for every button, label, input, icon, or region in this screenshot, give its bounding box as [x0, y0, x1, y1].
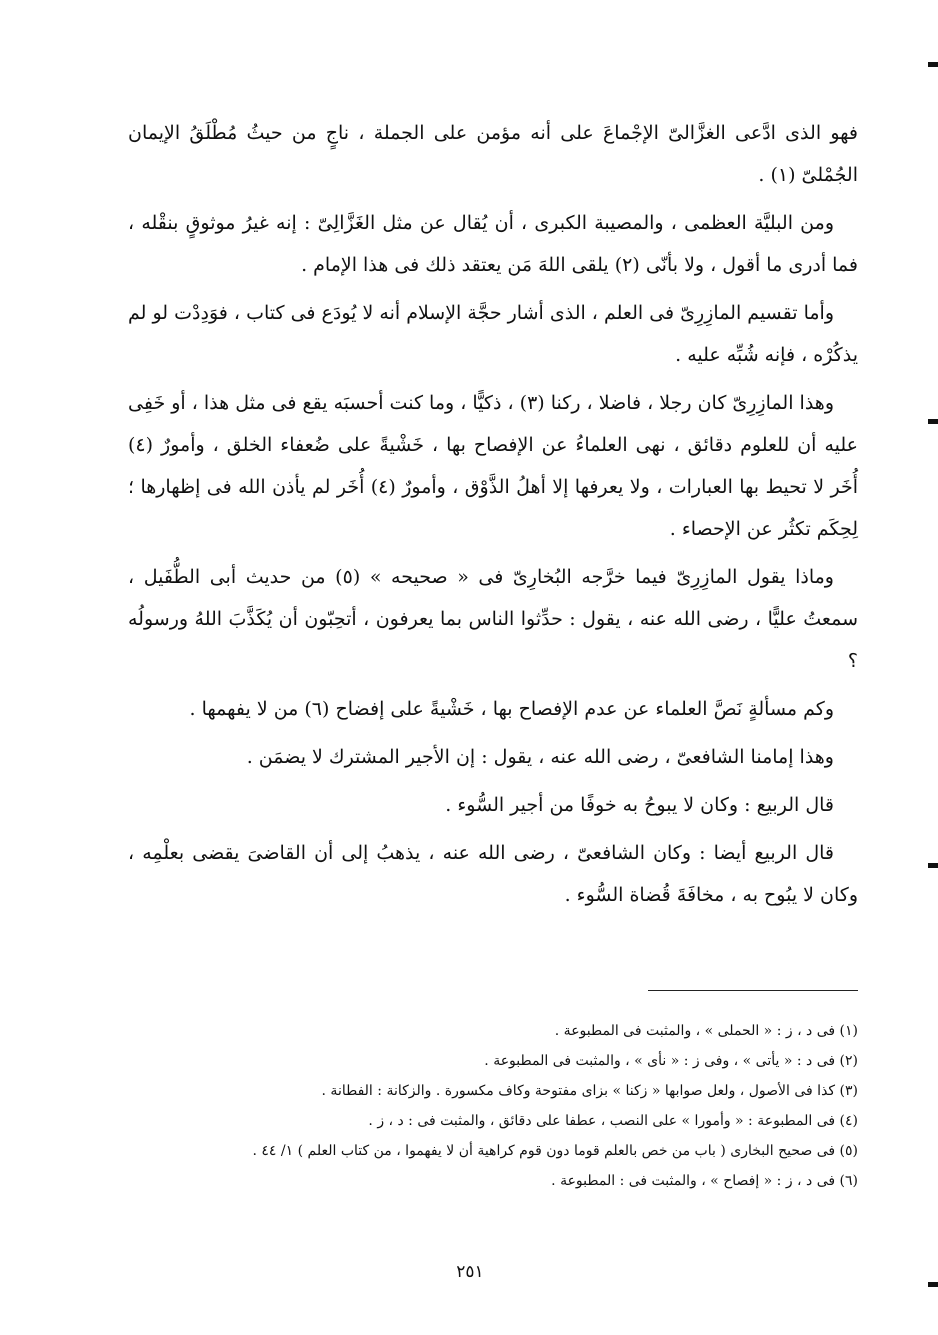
paragraph: وهذا المازِرِىّ كان رجلا ، فاضلا ، ركنا (٣) ، ذكيًّا ، وما كنت أحسبَه يقع فى مثل هذا ، أو خَفِى عليه أن للعلوم دقائق ، نهى العلماءُ عن الإفصاح بها ، خَشْيةً على ضُعفاء الخلق ، وأمورٌ (٤) أُخَر لا تحيط بها العبارات ، ولا يعرفها إلا أهلُ الذَّوْق ، وأمورٌ (٤) أُخَر لم يأذن الله فى إظهارها ؛ لِحِكَم تكثُر عن الإحصاء .	[128, 392, 858, 540]
footnote: (٣) كذا فى الأصول ، ولعل صوابها « زكنا » بزاى مفتوحة وكاف مكسورة . والزكانة : الفطانة .	[321, 1083, 858, 1099]
margin-mark-lower	[928, 863, 938, 868]
paragraph: قال الربيع : وكان لا يبوحُ به خوفًا من أجير السُّوء .	[445, 794, 834, 816]
paragraph: وأما تقسيم المازِرِىّ فى العلم ، الذى أشار حجَّة الإسلام أنه لا يُودَع فى كتاب ، فوَدِدْت لو لم يذكُرْه ، فإنه شُبِّه عليه .	[128, 302, 858, 366]
paragraph: قال الربيع أيضا : وكان الشافعىّ ، رضى الله عنه ، يذهبُ إلى أن القاضىَ يقضى بعلْمِه ، وكان لا يبُوح به ، مخافَةَ قُضاة السُّوء .	[128, 842, 858, 906]
footnote-divider	[648, 990, 858, 991]
margin-mark-middle	[928, 419, 938, 424]
footnote: (٦) فى د ، ز : « إفصاح » ، والمثبت فى : المطبوعة .	[551, 1173, 858, 1189]
paragraph: فهو الذى ادَّعى الغزَّالىّ الإجْماعَ على أنه مؤمن على الجملة ، ناجٍ من حيثُ مُطْلَقُ الإيمان الجُمْلىّ (١) .	[128, 122, 858, 186]
footnote: (٢) فى د : « يأتى » ، وفى ز : « نأى » ، والمثبت فى المطبوعة .	[484, 1053, 858, 1069]
paragraph: وكم مسألةٍ نَصَّ العلماء عن عدم الإفصاح بها ، خَشْيةً على إفضاح (٦) من لا يفهمها .	[189, 698, 834, 720]
paragraph: ومن البليَّة العظمى ، والمصيبة الكبرى ، أن يُقال عن مثل الغَزَّالِىّ : إنه غيرُ موثوقٍ بنقْله ، فما أدرى ما أقول ، ولا بأنّى (٢) يلقى اللهَ مَن يعتقد ذلك فى هذا الإمام .	[128, 212, 858, 276]
paragraph: وهذا إمامنا الشافعىّ ، رضى الله عنه ، يقول : إن الأجير المشترك لا يضمَن .	[246, 746, 834, 768]
main-text	[128, 112, 858, 922]
paragraph: وماذا يقول المازِرِىّ فيما خرَّجه البُخارِىّ فى « صحيحه » (٥) من حديث أبى الطُّفَيل ، سمعتُ عليًّا ، رضى الله عنه ، يقول : حدِّثوا الناس بما يعرفون ، أتحِبّون أن يُكَذَّبَ اللهُ ورسولُه ؟	[128, 566, 858, 672]
margin-mark-top	[928, 62, 938, 67]
margin-mark-bottom	[928, 1282, 938, 1287]
page-number: ٢٥١	[456, 1262, 484, 1282]
footnotes	[150, 1016, 858, 1196]
footnote: (٤) فى المطبوعة : « وأمورا » على النصب ، عطفا على دقائق ، والمثبت فى : د ، ز .	[368, 1113, 858, 1129]
footnote: (٥) فى صحيح البخارى ( باب من خص بالعلم قوما دون قوم كراهية أن لا يفهموا ، من كتاب العلم ) ١/ ٤٤ .	[252, 1143, 858, 1159]
footnote: (١) فى د ، ز : « الحملى » ، والمثبت فى المطبوعة .	[554, 1023, 858, 1039]
